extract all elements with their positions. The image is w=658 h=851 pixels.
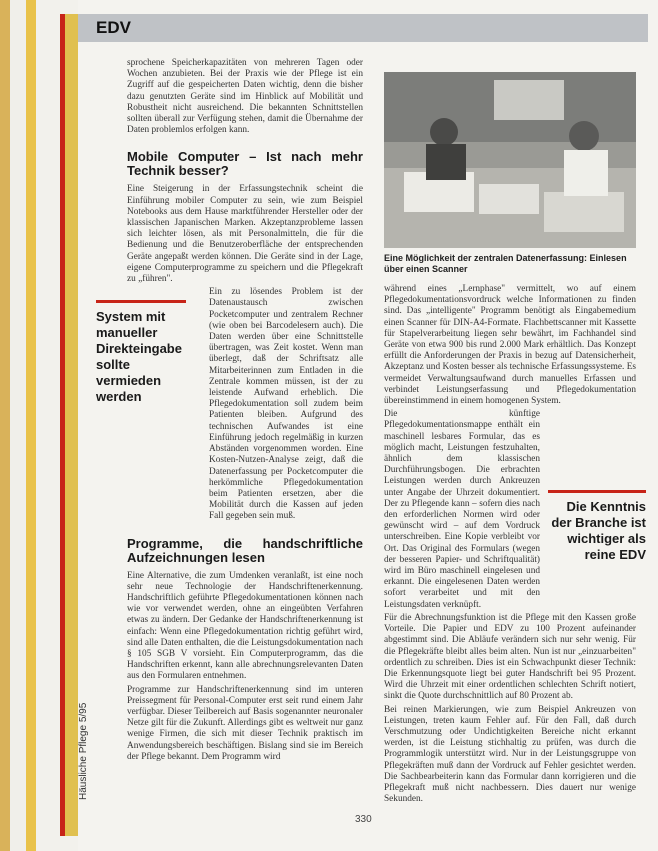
paragraph: Programme zur Handschriftenerkennung sind im unteren Preissegment für Personal-Computer erst seit rund einem Jahr verfügbar. Dieser Teilbereich auf Basis sogenannter neuronaler Netze gilt für die Zukunft. Allerdings gibt es weltweit nur ganz wenige Firmen, die sich mit dieser Technik praktisch im Anwendungsbereich beschäftigen. Bislang sind sie im Bereich der Pflege bekannt. Dem Programm wird	[127, 684, 363, 762]
paragraph: während eines „Lernphase" vermittelt, wo auf einem Pflegedokumentationsvordruck welche Informationen zu finden sind. Das „intelligente" Programm benötigt als Eingabemedium einen Scanner für DIN-A4-Formate. Flachbettscanner mit Kassette für Stapelverarbeitung liegen sehr bewährt, im Fachhandel sind Geräte von etwa 900 bis rund 2.000 Mark erhältlich. Das Konzept erfüllt die Anforderungen der Praxis in bezug auf Datensicherheit, Akzeptanz und Kosten besser als technische Erfassungssysteme. Es vermeidet Verwaltungsaufwand durch manuelles Erfassen und verbindet Leistungserfassung und Pflegedokumentation übereinstimmend in einem homogenen System.	[384, 284, 636, 407]
paragraph: Ein zu lösendes Problem ist der Datenaustausch zwischen Pocketcomputer und zentralem Rechner (wie oben bei Barcodelesern auch). Die Daten werden über eine Schnittstelle übertragen, was Zeit kostet. Wenn man überlegt, daß der Schriftsatz alle Mitarbeiterinnen zum Entladen in die Zentrale kommen müssen, ist der zu leistende Aufwand erheblich. Die Pflegedokumentation soll zudem beim Patienten bleiben. Aufgrund des technischen Aufwandes ist eine Einführung jedoch regelmäßig in kurzen Abständen vorgenommen worden. Eine Kosten-Nutzen-Analyse zeigt, daß die Datenerfassung per Pocketcomputer die herkömmliche Pflegedokumentation beim Patienten ersetzen, aber die Mobilität durch die Kassen auf jeden Fall gegeben sein muß.	[209, 287, 363, 522]
left-column	[127, 58, 363, 765]
paragraph: Eine Steigerung in der Erfassungstechnik scheint die Einführung mobiler Computer zu sein, wie zum Beispiel Notebooks aus dem Hause marktführender Hersteller oder der klassischen Japanischen Marken. Akzeptanzprobleme lassen sich leichter lösen, als mit Personalmitteln, die für die Bedienung und die Benutzeroberfläche der entsprechenden Geräte angepaßt werden können. Die Geräte sind in der Lage, eigene Computerprogramme zu speichern und die Pflegekraft zu „führen".	[127, 184, 363, 285]
heading-mobile-computer: Mobile Computer – Ist nach mehr Technik besser?	[127, 149, 363, 179]
photo-caption: Eine Möglichkeit der zentralen Datenerfassung: Einlesen über einen Scanner	[384, 253, 627, 274]
pullquote-right: Die Kenntnis der Branche ist wichtiger als reine EDV	[548, 490, 646, 563]
intro-paragraph: sprochene Speicherkapazitäten von mehreren Tagen oder Wochen anzubieten. Bei der Praxis wie der Pflege ist ein Zugriff auf die gespeicherten Daten wichtig, denn die bisher dazu genutzten Geräte sind im Hinblick auf Mobilität und Robustheit nicht ausreichend. Die bekannten Schnittstellen sollten überall zur Verfügung stehen, damit die Übernahme der Daten problemlos erfolgen kann.	[127, 58, 363, 136]
paragraph: Die künftige Pflegedokumentationsmappe enthält ein maschinell lesbares Formular, das es möglich macht, Leistungen festzuhalten, ähnlich dem klassischen Durchführungsbogen. Die erbrachten Leistungen werden durch Ankreuzen unter Angabe der Uhrzeit dokumentiert. Der zu Pflegende kann – sofern dies nach den erforderlichen Normen wird oder gewünscht wird – auf dem Vordruck unterschreiben. Eine Kopie verbleibt vor Ort. Das Original des Formulars (wegen der besseren Papier- und Schriftqualität) wird im Büro maschinell eingelesen und erkannt. Die eingelesenen Daten werden sofort verarbeitet und mit den Leistungsdaten verknüpft.	[384, 409, 540, 610]
pullquote-left: System mit manueller Direkteingabe sollte vermieden werden	[96, 300, 186, 405]
paragraph: Für die Abrechnungsfunktion ist die Pflege mit den Kassen große Vorteile. Die Papier und EDV zu 100 Prozent aufeinander abgestimmt sind. Die Abläufe verändern sich nur sehr wenig. Für die Pflegekräfte bleibt alles beim alten. Nun ist nur „einzuarbeiten" ordentlich zu schreiben. Dies ist ein Schwachpunkt dieser Technik: Die Erkennungsquote liegt bei guter Handschrift bei 95 Prozent. Wird die Uhrzeit mit einer ordentlichen schlechten Schrift notiert, sinkt die Quote durchschnittlich auf 80 Prozent ab.	[384, 612, 636, 702]
photo-illustration	[384, 72, 636, 248]
color-tab-bar	[60, 14, 78, 836]
page-number: 330	[355, 814, 372, 825]
journal-issue-label: Häusliche Pflege 5/95	[78, 702, 89, 800]
heading-handwriting-programs: Programme, die handschriftliche Aufzeichnungen lesen	[127, 535, 363, 565]
paragraph: Bei reinen Markierungen, wie zum Beispiel Ankreuzen von Leistungen, treten kaum Fehler auf. Für den Fall, daß durch Verschmutzung oder Undichtigkeiten Bereiche nicht erkannt werden, ist die Leistung stichhaltig zu prüfen, was durch die Programmlogik unterstützt wird. Nur in der Leistungsgruppe von Pflegekräften muß dann der Vordruck auf Fehler gesichtet werden. Die Sachbearbeiterin kann das Formular dann korrigieren und die Pflegekraft muß nicht nachbessern. Dies dauert nur wenige Sekunden.	[384, 704, 636, 805]
section-header-bar	[78, 14, 648, 42]
paragraph: Eine Alternative, die zum Umdenken veranlaßt, ist eine noch sehr neue Technologie der Handschriftenerkennung. Handschriftlich geführte Pflegedokumentationen können nach wie vor verwendet werden, ohne an eingeübten Verfahren etwas zu ändern. Der Gedanke der Handschriftenerkennung ist einfach: Wenn eine Pflegedokumentation richtig geführt wird, sind alle Daten enthalten, die die Leistungsdokumentation nach § 105 SGB V vorsieht. Ein Computerprogramm, das die Handschriften erkennt, kann alle abrechnungsrelevanten Daten aus den Formularen entnehmen.	[127, 570, 363, 682]
scanner-photo	[384, 72, 636, 248]
section-title: EDV	[96, 18, 131, 37]
